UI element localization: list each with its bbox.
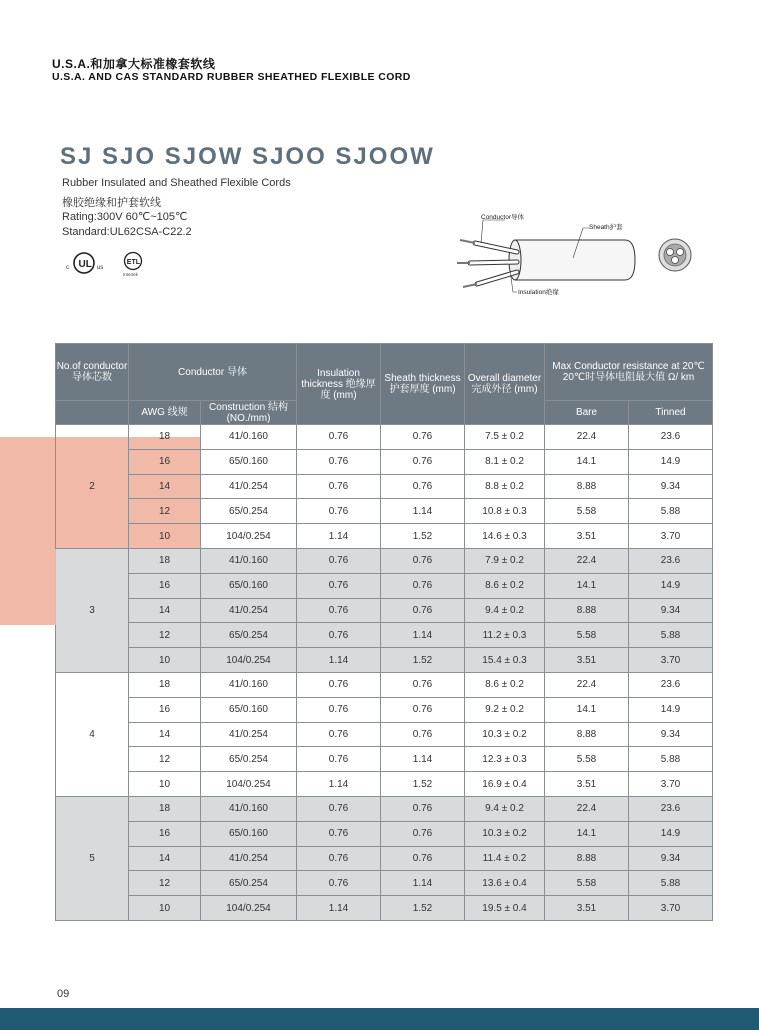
tinned-cell: 23.6: [629, 796, 713, 821]
overall-cell: 8.1 ± 0.2: [465, 449, 545, 474]
awg-cell: 18: [129, 548, 201, 573]
overall-cell: 14.6 ± 0.3: [465, 524, 545, 549]
bare-cell: 3.51: [545, 896, 629, 921]
sheath-cell: 0.76: [381, 796, 465, 821]
overall-cell: 8.6 ± 0.2: [465, 672, 545, 697]
insulation-cell: 0.76: [297, 722, 381, 747]
table-row: [56, 846, 713, 871]
product-models-title: SJ SJO SJOW SJOO SJOOW: [60, 143, 435, 170]
header-construction: Construction 结构 (NO./mm): [201, 401, 297, 425]
table-row: [56, 697, 713, 722]
overall-cell: 11.2 ± 0.3: [465, 623, 545, 648]
header-no-conductor: No.of conductor 导体芯数: [56, 344, 129, 401]
awg-cell: 10: [129, 896, 201, 921]
awg-cell: 18: [129, 796, 201, 821]
overall-cell: 12.3 ± 0.3: [465, 747, 545, 772]
overall-cell: 7.9 ± 0.2: [465, 548, 545, 573]
overall-cell: 10.3 ± 0.2: [465, 722, 545, 747]
tinned-cell: 23.6: [629, 672, 713, 697]
overall-cell: 11.4 ± 0.2: [465, 846, 545, 871]
sheath-cell: 1.14: [381, 623, 465, 648]
sheath-label: Sheath护套: [589, 224, 623, 231]
tinned-cell: 14.9: [629, 573, 713, 598]
table-row: [56, 425, 713, 450]
product-desc-en: Rubber Insulated and Sheathed Flexible Cords: [62, 177, 291, 189]
insulation-cell: 0.76: [297, 474, 381, 499]
header-tinned: Tinned: [629, 401, 713, 425]
product-desc-cn: 橡胶绝缘和护套软线: [62, 197, 161, 209]
sheath-cell: 0.76: [381, 722, 465, 747]
sheath-cell: 1.52: [381, 772, 465, 797]
bare-cell: 22.4: [545, 672, 629, 697]
bare-cell: 5.58: [545, 871, 629, 896]
insulation-cell: 0.76: [297, 598, 381, 623]
bare-cell: 5.58: [545, 499, 629, 524]
construction-cell: 41/0.254: [201, 846, 297, 871]
insulation-cell: 0.76: [297, 672, 381, 697]
overall-cell: 8.6 ± 0.2: [465, 573, 545, 598]
awg-cell: 10: [129, 772, 201, 797]
construction-cell: 41/0.160: [201, 425, 297, 450]
awg-cell: 14: [129, 846, 201, 871]
awg-cell: 12: [129, 747, 201, 772]
ul-mark-text: UL: [78, 259, 92, 270]
bare-cell: 5.58: [545, 623, 629, 648]
construction-cell: 41/0.160: [201, 796, 297, 821]
awg-cell: 14: [129, 474, 201, 499]
insulation-cell: 0.76: [297, 846, 381, 871]
awg-cell: 10: [129, 524, 201, 549]
table-row: [56, 722, 713, 747]
sheath-cell: 1.14: [381, 747, 465, 772]
insulation-cell: 0.76: [297, 747, 381, 772]
header-overall: Overall diameter 完成外径 (mm): [465, 344, 545, 425]
page-number: 09: [57, 988, 70, 1000]
construction-cell: 104/0.254: [201, 648, 297, 673]
table-row: [56, 871, 713, 896]
header-awg: AWG 线规: [129, 401, 201, 425]
awg-cell: 12: [129, 871, 201, 896]
construction-cell: 41/0.254: [201, 722, 297, 747]
overall-cell: 9.2 ± 0.2: [465, 697, 545, 722]
table-row: [56, 623, 713, 648]
table-row: [56, 524, 713, 549]
bare-cell: 14.1: [545, 697, 629, 722]
bare-cell: 8.88: [545, 598, 629, 623]
cores-cell: 2: [56, 425, 129, 549]
insulation-cell: 0.76: [297, 871, 381, 896]
table-row: [56, 449, 713, 474]
overall-cell: 9.4 ± 0.2: [465, 796, 545, 821]
table-row: [56, 598, 713, 623]
awg-cell: 14: [129, 722, 201, 747]
table-row: [56, 548, 713, 573]
sheath-cell: 1.52: [381, 896, 465, 921]
bare-cell: 3.51: [545, 772, 629, 797]
sheath-cell: 0.76: [381, 573, 465, 598]
table-row: [56, 474, 713, 499]
tinned-cell: 14.9: [629, 449, 713, 474]
awg-cell: 12: [129, 499, 201, 524]
tinned-cell: 23.6: [629, 548, 713, 573]
sheath-cell: 0.76: [381, 449, 465, 474]
etl-sub-text: Intertek: [123, 272, 139, 277]
etl-cert-logo: [120, 250, 150, 283]
overall-cell: 10.8 ± 0.3: [465, 499, 545, 524]
bare-cell: 8.88: [545, 474, 629, 499]
header-title-en: U.S.A. AND CAS STANDARD RUBBER SHEATHED FLEXIBLE CORD: [52, 71, 411, 83]
insulation-label: Insulation绝缘: [518, 289, 559, 296]
overall-cell: 8.8 ± 0.2: [465, 474, 545, 499]
header-sheath: Sheath thickness 护套厚度 (mm): [381, 344, 465, 425]
awg-cell: 14: [129, 598, 201, 623]
tinned-cell: 23.6: [629, 425, 713, 450]
construction-cell: 65/0.254: [201, 871, 297, 896]
sheath-cell: 0.76: [381, 697, 465, 722]
table-row: [56, 896, 713, 921]
sheath-cell: 0.76: [381, 548, 465, 573]
overall-cell: 10.3 ± 0.2: [465, 821, 545, 846]
insulation-cell: 0.76: [297, 499, 381, 524]
insulation-cell: 0.76: [297, 425, 381, 450]
tinned-cell: 3.70: [629, 772, 713, 797]
overall-cell: 13.6 ± 0.4: [465, 871, 545, 896]
bare-cell: 8.88: [545, 722, 629, 747]
bare-cell: 3.51: [545, 648, 629, 673]
tinned-cell: 5.88: [629, 871, 713, 896]
overall-cell: 15.4 ± 0.3: [465, 648, 545, 673]
sheath-cell: 0.76: [381, 474, 465, 499]
sheath-cell: 1.14: [381, 499, 465, 524]
bare-cell: 22.4: [545, 796, 629, 821]
header-title-cn: U.S.A.和加拿大标准橡套软线: [52, 57, 216, 71]
construction-cell: 104/0.254: [201, 772, 297, 797]
construction-cell: 41/0.160: [201, 548, 297, 573]
construction-cell: 104/0.254: [201, 896, 297, 921]
bare-cell: 14.1: [545, 449, 629, 474]
sheath-cell: 1.52: [381, 524, 465, 549]
cores-cell: 5: [56, 796, 129, 920]
awg-cell: 18: [129, 672, 201, 697]
header-insulation: Insulation thickness 绝缘厚度 (mm): [297, 344, 381, 425]
tinned-cell: 3.70: [629, 648, 713, 673]
insulation-cell: 1.14: [297, 896, 381, 921]
construction-cell: 41/0.254: [201, 598, 297, 623]
sheath-cell: 0.76: [381, 846, 465, 871]
tinned-cell: 3.70: [629, 524, 713, 549]
insulation-cell: 0.76: [297, 821, 381, 846]
tinned-cell: 9.34: [629, 846, 713, 871]
insulation-cell: 0.76: [297, 623, 381, 648]
construction-cell: 65/0.160: [201, 449, 297, 474]
construction-cell: 65/0.160: [201, 573, 297, 598]
conductor-label: Conductor导体: [481, 214, 524, 221]
table-row: [56, 573, 713, 598]
overall-cell: 19.5 ± 0.4: [465, 896, 545, 921]
header-no-conductor-cont: [56, 401, 129, 425]
overall-cell: 7.5 ± 0.2: [465, 425, 545, 450]
insulation-cell: 1.14: [297, 524, 381, 549]
overall-cell: 9.4 ± 0.2: [465, 598, 545, 623]
tinned-cell: 3.70: [629, 896, 713, 921]
header-resistance: Max Conductor resistance at 20℃ 20℃时导体电阻最大值 Ω/ km: [545, 344, 713, 401]
bare-cell: 3.51: [545, 524, 629, 549]
product-standard: Standard:UL62CSA-C22.2: [62, 226, 192, 238]
awg-cell: 10: [129, 648, 201, 673]
table-row: [56, 821, 713, 846]
construction-cell: 65/0.254: [201, 499, 297, 524]
cable-diagram: [455, 210, 715, 310]
construction-cell: 41/0.160: [201, 672, 297, 697]
tinned-cell: 5.88: [629, 623, 713, 648]
overall-cell: 16.9 ± 0.4: [465, 772, 545, 797]
bare-cell: 5.58: [545, 747, 629, 772]
header-conductor: Conductor 导体: [129, 344, 297, 401]
table-row: [56, 648, 713, 673]
awg-cell: 16: [129, 821, 201, 846]
decorative-pink-strip: [0, 549, 56, 625]
awg-cell: 18: [129, 425, 201, 450]
tinned-cell: 9.34: [629, 474, 713, 499]
bare-cell: 22.4: [545, 548, 629, 573]
sheath-cell: 1.14: [381, 871, 465, 896]
insulation-cell: 1.14: [297, 772, 381, 797]
construction-cell: 65/0.254: [201, 623, 297, 648]
table-row: [56, 772, 713, 797]
ul-cert-logo: [64, 250, 108, 281]
header-bare: Bare: [545, 401, 629, 425]
cores-cell: 4: [56, 672, 129, 796]
tinned-cell: 9.34: [629, 722, 713, 747]
table-row: [56, 747, 713, 772]
insulation-cell: 0.76: [297, 573, 381, 598]
insulation-cell: 0.76: [297, 796, 381, 821]
ul-right-text: us: [97, 265, 104, 271]
sheath-cell: 0.76: [381, 821, 465, 846]
sheath-cell: 0.76: [381, 425, 465, 450]
construction-cell: 65/0.160: [201, 697, 297, 722]
bare-cell: 14.1: [545, 573, 629, 598]
product-rating: Rating:300V 60℃~105℃: [62, 211, 188, 223]
sheath-cell: 1.52: [381, 648, 465, 673]
spec-table: [55, 343, 713, 921]
table-row: [56, 796, 713, 821]
awg-cell: 16: [129, 697, 201, 722]
ul-left-text: c: [66, 265, 69, 271]
construction-cell: 41/0.254: [201, 474, 297, 499]
bare-cell: 22.4: [545, 425, 629, 450]
cores-cell: 3: [56, 548, 129, 672]
sheath-cell: 0.76: [381, 598, 465, 623]
tinned-cell: 5.88: [629, 747, 713, 772]
construction-cell: 104/0.254: [201, 524, 297, 549]
footer-bar: [0, 1008, 759, 1030]
insulation-cell: 0.76: [297, 548, 381, 573]
awg-cell: 16: [129, 449, 201, 474]
bare-cell: 8.88: [545, 846, 629, 871]
construction-cell: 65/0.254: [201, 747, 297, 772]
tinned-cell: 14.9: [629, 697, 713, 722]
etl-mark-text: ETL: [126, 259, 141, 266]
table-row: [56, 672, 713, 697]
bare-cell: 14.1: [545, 821, 629, 846]
insulation-cell: 0.76: [297, 697, 381, 722]
insulation-cell: 0.76: [297, 449, 381, 474]
awg-cell: 12: [129, 623, 201, 648]
insulation-cell: 1.14: [297, 648, 381, 673]
tinned-cell: 5.88: [629, 499, 713, 524]
table-row: [56, 499, 713, 524]
tinned-cell: 14.9: [629, 821, 713, 846]
sheath-cell: 0.76: [381, 672, 465, 697]
awg-cell: 16: [129, 573, 201, 598]
construction-cell: 65/0.160: [201, 821, 297, 846]
tinned-cell: 9.34: [629, 598, 713, 623]
